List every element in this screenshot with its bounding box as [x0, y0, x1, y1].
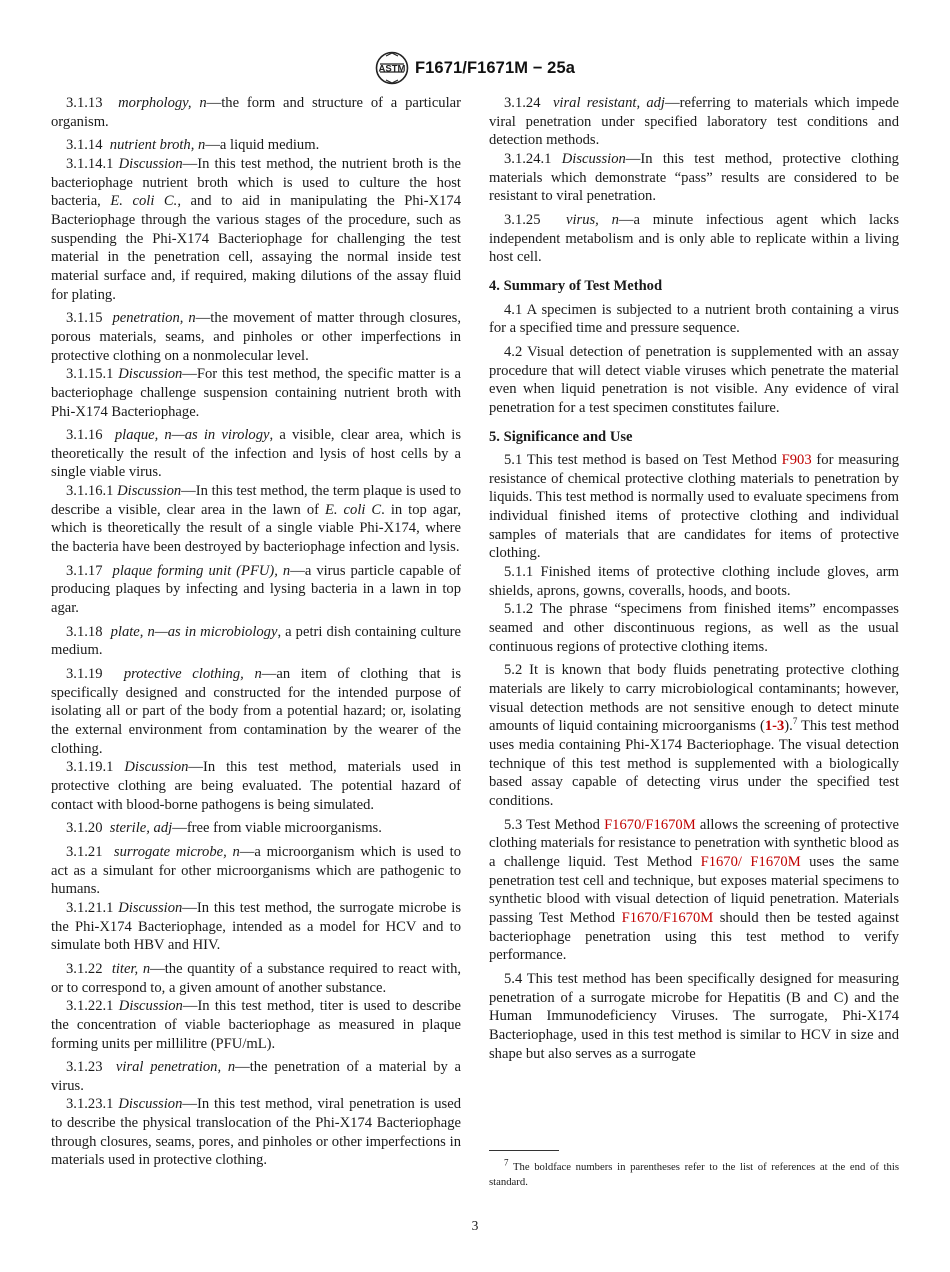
definition-3-1-21: 3.1.21 surrogate microbe, n—a microorganism which is used to act as a simulant for other microorganisms which are pathogenic to humans. — [51, 843, 461, 898]
section-heading-5: 5. Significance and Use — [489, 428, 633, 445]
definition-3-1-14: 3.1.14 nutrient broth, n—a liquid medium. — [66, 137, 320, 154]
footnote-divider — [489, 1150, 559, 1151]
paragraph-5-1-2: 5.1.2 The phrase “specimens from finished items” encompasses seamed and other discontinuous regions, as well as the usual continuous regions of protective clothing items. — [489, 601, 899, 655]
definition-3-1-24: 3.1.24 viral resistant, adj—referring to materials which impede viral penetration under specified laboratory test conditions and detection methods. — [489, 95, 899, 149]
paragraph-5-1: 5.1 This test method is based on Test Method F903 for measuring resistance of chemical protective clothing materials to penetration by liquids. This test method is normally used to evaluate specimens from individual finished items of protective clothing and individual samples of materials that are candidates for items of protective clothing. — [489, 452, 899, 562]
paragraph-4-1: 4.1 A specimen is subjected to a nutrient broth containing a virus for a specified time and pressure sequence. — [489, 301, 899, 337]
definition-3-1-15: 3.1.15 penetration, n—the movement of matter through closures, porous materials, seams, and pinholes or other imperfections in protective clothing on a nonmolecular level. — [51, 310, 461, 364]
paragraph-5-2: 5.2 It is known that body fluids penetrating protective clothing materials are likely to carry microbiological contaminants; however, visual detection methods are not sensitive enough to detect minute amounts of liquid containing microorganisms (1-3).$^7$ This test method uses media containing Phi-X174 Bacteriophage. The visual detection technique of this test method is supplemented with a biologically based assay capable of detecting virus under the specified test conditions. — [489, 662, 899, 809]
definition-3-1-22: 3.1.22 titer, n—the quantity of a substance required to react with, or to correspond to, a given amount of another substance. — [51, 960, 462, 996]
paragraph-5-3: 5.3 Test Method F1670/F1670M allows the screening of protective clothing materials for resistance to penetration with synthetic blood as a challenge liquid. Test Method F1670/ F1670M uses the same penetration test cell and technique, but exposes material specimens to synthetic blood with visual detection of liquid penetration. Materials passing Test Method F1670/F1670M should then be tested against bacteriophage penetration using this test method to verify performance. — [489, 816, 900, 964]
definition-3-1-13: 3.1.13 morphology, n—the form and structure of a particular organism. — [51, 95, 461, 130]
link-f1670-1[interactable]: F1670/F1670M — [604, 816, 696, 833]
section-heading-4: 4. Summary of Test Method — [489, 277, 663, 294]
discussion-3-1-24-1: 3.1.24.1 Discussion—In this test method, protective clothing materials which demonstrate “pass” results are considered to be resistant to viral penetration. — [489, 150, 899, 205]
footnote-marker: 7 — [792, 716, 798, 727]
discussion-3-1-21-1: 3.1.21.1 Discussion—In this test method, the surrogate microbe is the Phi-X174 Bacteriophage, intended as a model for HCV and to simulate both HBV and HIV. — [51, 899, 461, 954]
definition-3-1-19: 3.1.19 protective clothing, n—an item of clothing that is specifically designed and constructed for the intended purpose of isolating all or part of the body from a potential hazard; or, isolating the external environment from contamination by the wearer of the clothing. — [51, 666, 461, 757]
paragraph-4-2: 4.2 Visual detection of penetration is supplemented with an assay procedure that will detect viable viruses which penetrate the material even when liquid penetration is not visible. Any evidence of viral penetration for a test specimen constitutes failure. — [489, 343, 899, 416]
link-f1670-3[interactable]: F1670/F1670M — [621, 909, 714, 926]
definition-3-1-16: 3.1.16 plaque, n—as in virology, a visible, clear area, which is theoretically the result of the infection and lysis of host cells by a single viable virus. — [51, 427, 462, 481]
paragraph-5-1-1: 5.1.1 Finished items of protective clothing include gloves, arm shields, aprons, gowns, coveralls, hoods, and boots. — [489, 564, 899, 599]
document-id: F1671/F1671M − 25a — [414, 58, 576, 77]
discussion-3-1-19-1: 3.1.19.1 Discussion—In this test method, materials used in protective clothing are being evaluated. The potential hazard of contact with blood-borne pathogens is being simulated. — [51, 759, 461, 813]
paragraph-5-4: 5.4 This test method has been specifically designed for measuring penetration of a surrogate microbe for Hepatitis (B and C) and the Human Immunodeficiency Viruses. The surrogate, Phi-X174 Bacteriophage, used in this test method is similar to HCV in size and shape but also serves as a surrogate — [489, 970, 899, 1062]
link-references-1-3[interactable]: 1-3 — [764, 718, 785, 735]
link-f1670-2[interactable]: F1670/ F1670M — [700, 853, 801, 870]
discussion-3-1-15-1: 3.1.15.1 Discussion—For this test method, the specific matter is a bacteriophage challenge suspension containing nutrient broth with Phi-X174 Bacteriophage. — [51, 366, 461, 420]
discussion-3-1-16-1: 3.1.16.1 Discussion—In this test method, the term plaque is used to describe a visible, clear area in the lawn of E. coli C. in top agar, which is theoretically the result of a single viable Phi-X174, where the bacteria have been destroyed by bacteriophage infection and lysis. — [51, 483, 461, 556]
definition-3-1-25: 3.1.25 virus, n—a minute infectious agent which lacks independent metabolism and is only able to replicate within a living host cell. — [489, 211, 900, 266]
astm-logo-icon — [375, 51, 409, 85]
svg-text:ASTM: ASTM — [378, 63, 406, 75]
left-column — [51, 94, 461, 1170]
definition-3-1-17: 3.1.17 plaque forming unit (PFU), n—a virus particle capable of producing plaques by infecting and lysing bacteria in a lawn in top agar. — [51, 562, 461, 617]
discussion-3-1-22-1: 3.1.22.1 Discussion—In this test method, titer is used to describe the concentration of viable bacteriophage as measured in plaque forming units per millilitre (PFU/mL). — [51, 998, 461, 1052]
right-column — [489, 94, 899, 1063]
page-number: 3 — [471, 1218, 479, 1233]
definition-3-1-20: 3.1.20 sterile, adj—free from viable microorganisms. — [66, 820, 382, 837]
definition-3-1-23: 3.1.23 viral penetration, n—the penetration of a material by a virus. — [51, 1059, 461, 1094]
discussion-3-1-23-1: 3.1.23.1 Discussion—In this test method, viral penetration is used to describe the physical translocation of the Phi-X174 Bacteriophage through closures, seams, pores, and pinholes or other imperfections in materials used in protective clothing. — [51, 1096, 461, 1169]
definition-3-1-18: 3.1.18 plate, n—as in microbiology, a petri dish containing culture medium. — [51, 623, 462, 659]
link-f903[interactable]: F903 — [781, 452, 812, 469]
discussion-3-1-14-1: 3.1.14.1 Discussion—In this test method, the nutrient broth is the bacteriophage nutrient broth which is used to culture the host bacteria, E. coli C., and to aid in manipulating the Phi-X174 Bacteriophage through the various stages of the procedure, such as suspending the Phi-X174 Bacteriophage for challenging the test material in the penetration cell, assaying the normal inside test material surface and, if required, making dilutions of the assay fluid for plating. — [51, 155, 461, 303]
footnote: $^7$ The boldface numbers in parentheses refer to the list of references at the end of this standard. — [489, 1157, 899, 1188]
page-header — [0, 50, 950, 86]
